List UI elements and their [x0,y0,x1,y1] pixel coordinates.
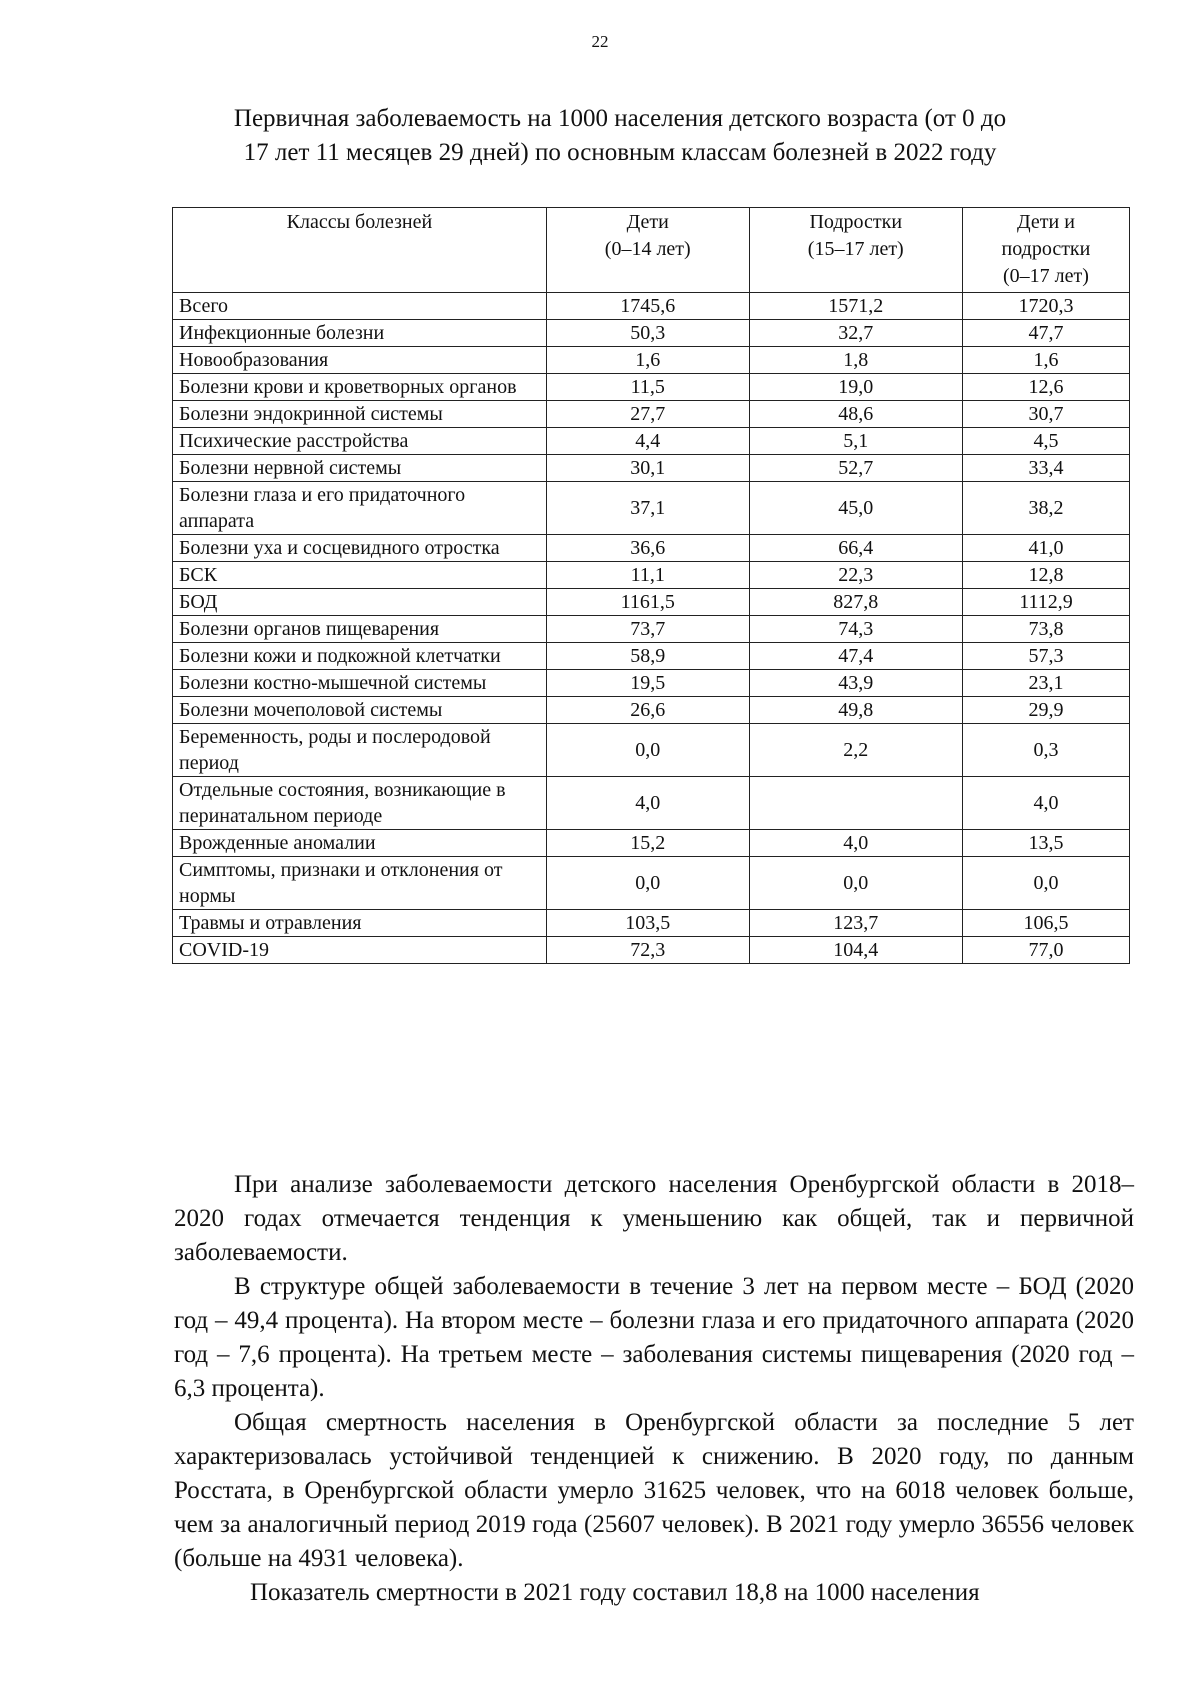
header-disease-classes: Классы болезней [173,208,547,293]
table-row [173,374,1130,401]
total-value-cell: 13,5 [962,830,1129,857]
teens-value-cell: 5,1 [749,428,962,455]
table-row [173,724,1130,777]
children-value-cell: 11,5 [546,374,749,401]
children-value-cell: 72,3 [546,937,749,964]
total-value-cell: 4,5 [962,428,1129,455]
teens-value-cell: 49,8 [749,697,962,724]
teens-value-cell [749,777,962,830]
disease-class-cell: Всего [173,293,547,320]
children-value-cell: 27,7 [546,401,749,428]
disease-class-cell: Болезни костно-мышечной системы [173,670,547,697]
teens-value-cell: 1571,2 [749,293,962,320]
morbidity-table [172,207,1130,964]
disease-class-cell: Врожденные аномалии [173,830,547,857]
disease-class-cell: Болезни эндокринной системы [173,401,547,428]
children-value-cell: 0,0 [546,724,749,777]
children-value-cell: 73,7 [546,616,749,643]
total-value-cell: 0,0 [962,857,1129,910]
table-header-row [173,208,1130,293]
children-value-cell: 103,5 [546,910,749,937]
children-value-cell: 36,6 [546,535,749,562]
children-value-cell: 1745,6 [546,293,749,320]
header-children-and-teens: Дети и подростки (0–17 лет) [962,208,1129,293]
children-value-cell: 0,0 [546,857,749,910]
teens-value-cell: 45,0 [749,482,962,535]
total-value-cell: 30,7 [962,401,1129,428]
paragraph-4: Показатель смертности в 2021 году составил 18,8 на 1000 населения [250,1579,980,1606]
table-row [173,670,1130,697]
disease-class-cell: Новообразования [173,347,547,374]
children-value-cell: 4,0 [546,777,749,830]
table-title-line-2: 17 лет 11 месяцев 29 дней) по основным классам болезней в 2022 году [243,139,997,166]
table-row [173,616,1130,643]
table-row [173,347,1130,374]
teens-value-cell: 22,3 [749,562,962,589]
children-value-cell: 58,9 [546,643,749,670]
table-row [173,697,1130,724]
disease-class-cell: Симптомы, признаки и отклонения от нормы [173,857,547,910]
total-value-cell: 77,0 [962,937,1129,964]
disease-class-cell: БСК [173,562,547,589]
table-row [173,643,1130,670]
disease-class-cell: Болезни крови и кроветворных органов [173,374,547,401]
disease-class-cell: Болезни органов пищеварения [173,616,547,643]
teens-value-cell: 48,6 [749,401,962,428]
disease-class-cell: Болезни нервной системы [173,455,547,482]
total-value-cell: 29,9 [962,697,1129,724]
teens-value-cell: 104,4 [749,937,962,964]
teens-value-cell: 1,8 [749,347,962,374]
table-row [173,777,1130,830]
total-value-cell: 23,1 [962,670,1129,697]
disease-class-cell: COVID-19 [173,937,547,964]
page-number: 22 [591,32,609,51]
disease-class-cell: Болезни мочеполовой системы [173,697,547,724]
total-value-cell: 1112,9 [962,589,1129,616]
disease-class-cell: Психические расстройства [173,428,547,455]
teens-value-cell: 2,2 [749,724,962,777]
table-row [173,320,1130,347]
paragraph-3: Общая смертность населения в Оренбургской области за последние 5 лет характеризовалась устойчивой тенденцией к снижению. В 2020 году, по данным Росстата, в Оренбургской области умерло 31625 человек, что на 6018 человек больше, чем за аналогичный период 2019 года (25607 человек). В 2021 году умерло 36556 человек (больше на 4931 человека). [174,1409,1134,1572]
teens-value-cell: 19,0 [749,374,962,401]
table-title-line-1: Первичная заболеваемость на 1000 населения детского возраста (от 0 до [233,105,1007,132]
teens-value-cell: 32,7 [749,320,962,347]
table-row [173,293,1130,320]
table-row [173,937,1130,964]
total-value-cell: 1720,3 [962,293,1129,320]
teens-value-cell: 66,4 [749,535,962,562]
children-value-cell: 30,1 [546,455,749,482]
total-value-cell: 73,8 [962,616,1129,643]
body-text [174,1168,1134,1610]
paragraph-2: В структуре общей заболеваемости в течение 3 лет на первом месте – БОД (2020 год – 49,4 процента). На втором месте – болезни глаза и его придаточного аппарата (2020 год – 7,6 процента). На третьем месте – заболевания системы пищеварения (2020 год – 6,3 процента). [174,1273,1134,1402]
teens-value-cell: 43,9 [749,670,962,697]
teens-value-cell: 827,8 [749,589,962,616]
disease-class-cell: Травмы и отравления [173,910,547,937]
children-value-cell: 4,4 [546,428,749,455]
disease-class-cell: Болезни уха и сосцевидного отростка [173,535,547,562]
total-value-cell: 38,2 [962,482,1129,535]
disease-class-cell: Болезни кожи и подкожной клетчатки [173,643,547,670]
children-value-cell: 26,6 [546,697,749,724]
total-value-cell: 106,5 [962,910,1129,937]
children-value-cell: 1,6 [546,347,749,374]
header-teens: Подростки (15–17 лет) [749,208,962,293]
teens-value-cell: 0,0 [749,857,962,910]
disease-class-cell: БОД [173,589,547,616]
disease-class-cell: Болезни глаза и его придаточного аппарата [173,482,547,535]
teens-value-cell: 47,4 [749,643,962,670]
header-children: Дети (0–14 лет) [546,208,749,293]
table-row [173,589,1130,616]
table-row [173,910,1130,937]
children-value-cell: 11,1 [546,562,749,589]
table-row [173,535,1130,562]
children-value-cell: 15,2 [546,830,749,857]
teens-value-cell: 52,7 [749,455,962,482]
total-value-cell: 12,8 [962,562,1129,589]
table-row [173,455,1130,482]
teens-value-cell: 123,7 [749,910,962,937]
children-value-cell: 50,3 [546,320,749,347]
teens-value-cell: 4,0 [749,830,962,857]
table-row [173,428,1130,455]
table-row [173,562,1130,589]
table-row [173,830,1130,857]
total-value-cell: 1,6 [962,347,1129,374]
disease-class-cell: Беременность, роды и послеродовой период [173,724,547,777]
table-row [173,482,1130,535]
teens-value-cell: 74,3 [749,616,962,643]
table-row [173,857,1130,910]
total-value-cell: 47,7 [962,320,1129,347]
total-value-cell: 0,3 [962,724,1129,777]
table-row [173,401,1130,428]
total-value-cell: 41,0 [962,535,1129,562]
table-body [173,293,1130,964]
table-title [170,102,1070,170]
total-value-cell: 57,3 [962,643,1129,670]
paragraph-1: При анализе заболеваемости детского населения Оренбургской области в 2018–2020 годах отмечается тенденция к уменьшению как общей, так и первичной заболеваемости. [174,1171,1134,1266]
total-value-cell: 12,6 [962,374,1129,401]
children-value-cell: 1161,5 [546,589,749,616]
disease-class-cell: Инфекционные болезни [173,320,547,347]
total-value-cell: 4,0 [962,777,1129,830]
children-value-cell: 37,1 [546,482,749,535]
total-value-cell: 33,4 [962,455,1129,482]
disease-class-cell: Отдельные состояния, возникающие в перинатальном периоде [173,777,547,830]
children-value-cell: 19,5 [546,670,749,697]
